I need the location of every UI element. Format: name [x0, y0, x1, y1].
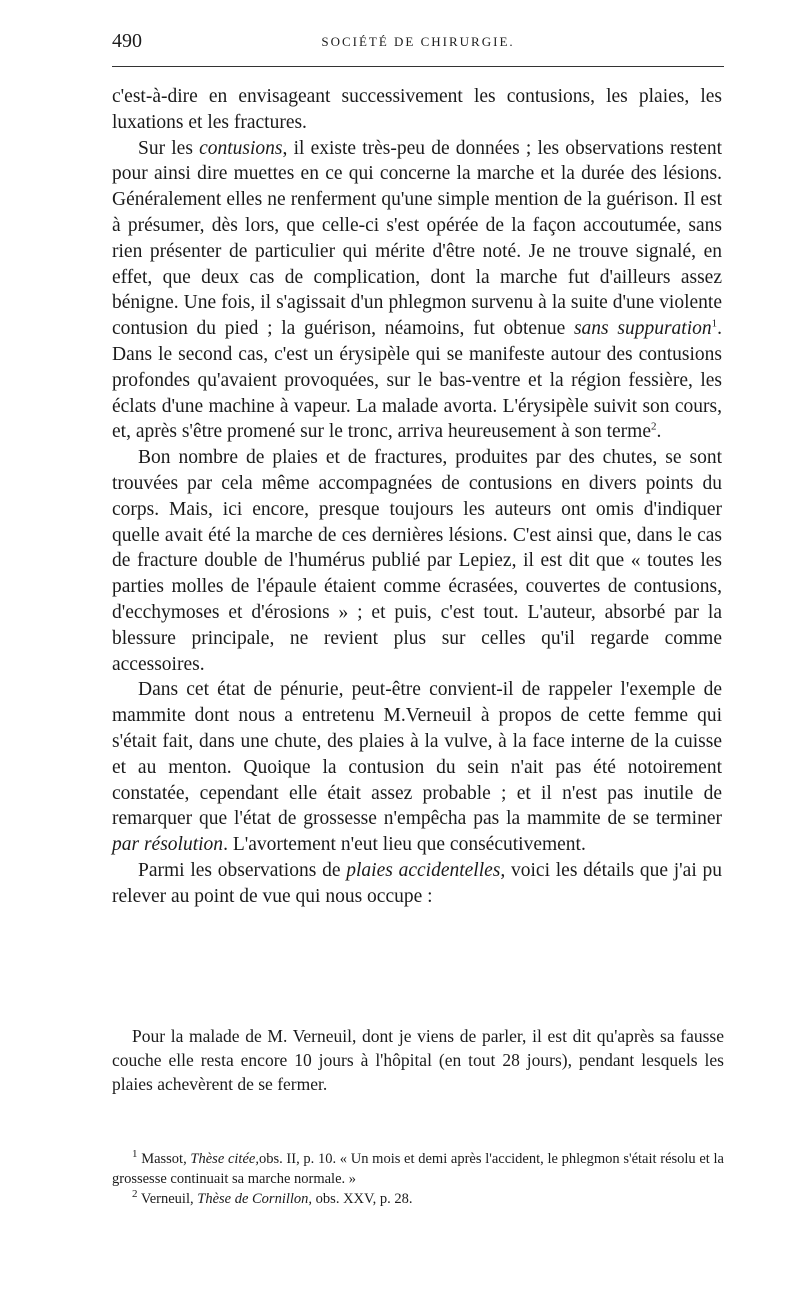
text-run: voici les détails que j'ai pu relever au point de vue qui nous occupe : — [112, 859, 722, 907]
body-text — [112, 84, 722, 910]
text-run: . L'avortement n'eut lieu que consécutivement. — [223, 834, 586, 856]
quoted-observation — [112, 1024, 724, 1096]
text-run: Parmi les observations de — [138, 859, 347, 881]
text-run: Verneuil, — [137, 1191, 198, 1207]
italic-run: par résolution — [112, 834, 224, 856]
italic-run: contusions — [199, 137, 283, 159]
footnote-1 — [112, 1149, 724, 1189]
footnote-mark: 1 — [132, 1148, 138, 1161]
italic-run: Thèse citée, — [190, 1151, 259, 1167]
footnote-2 — [112, 1189, 724, 1209]
text-run: Massot, — [137, 1151, 191, 1167]
footnotes — [112, 1149, 724, 1209]
text-run: , il existe très-peu de données ; les observations restent pour ainsi dire muettes en ce qui concerne la marche et la durée des lésions. Généralement elles ne renferment qu'une simple mention de la guérison. Il est à présumer, dès lors, que celle-ci s'est opérée de la façon accoutumée, sans rien présenter de particulier qui mérite d'être noté. Je ne trouve signalé, en effet, que deux cas de complication, dont la marche fut d'ailleurs assez bénigne. Une fois, il s'agissait d'un phlegmon survenu à la suite d'une violente contusion du pied ; la guérison, néamoins, fut obtenue — [112, 137, 722, 340]
paragraph-3: Bon nombre de plaies et de fractures, produites par des chutes, se sont trouvées par cela même accompagnées de contusions en divers points du corps. Mais, ici encore, presque toujours les auteurs ont omis d'indiquer quelle avait été la marche de ces dernières lésions. C'est ainsi que, dans le cas de fracture double de l'humérus publié par Lepiez, il est dit que « toutes les parties molles de l'épaule étaient comme écrasées, couvertes de contusions, d'ecchymoses et d'érosions » ; et puis, c'est tout. L'auteur, absorbé par la blessure principale, ne revient plus sur celles qu'il regarde comme accessoires. — [112, 447, 722, 675]
quote-paragraph: Pour la malade de M. Verneuil, dont je viens de parler, il est dit qu'après sa fausse couche elle resta encore 10 jours à l'hôpital (en tout 28 jours), pendant lesquels les plaies achevèrent de se fermer. — [112, 1026, 724, 1094]
text-run: obs. II, p. 10. « Un mois et demi après l'accident, le phlegmon s'était résolu et la grossesse continuait sa marche normale. » — [112, 1151, 724, 1187]
italic-run: plaies accidentelles, — [346, 859, 506, 881]
footnote-ref-1: 1 — [711, 317, 718, 330]
paragraph-5 — [112, 858, 722, 910]
italic-run: sans suppuration — [573, 318, 712, 340]
text-run: . — [656, 421, 662, 443]
text-run: obs. XXV, p. 28. — [312, 1191, 413, 1207]
text-run: . Dans le second cas, c'est un érysipèle qui se manifeste autour des contusions profondes qu'avaient provoquées, sur le bas-ventre et la région fessière, les éclats d'une machine à vapeur. La malade avorta. L'érysipèle suivit son cours, et, après s'être promené sur le tronc, arriva heureusement à son terme — [112, 318, 722, 443]
paragraph-1: c'est-à-dire en envisageant successivement les contusions, les plaies, les luxations et les fractures. — [112, 86, 722, 133]
running-title: SOCIÉTÉ DE CHIRURGIE. — [321, 34, 515, 49]
page-header — [112, 26, 724, 56]
page-number: 490 — [112, 30, 142, 52]
paragraph-4 — [112, 677, 722, 858]
italic-run: Thèse de Cornillon, — [197, 1191, 313, 1207]
header-rule — [112, 66, 724, 67]
footnote-ref-2: 2 — [651, 420, 657, 433]
text-run: Sur les — [138, 137, 200, 159]
text-run: Dans cet état de pénurie, peut-être convient-il de rappeler l'exemple de mammite dont nous a entretenu M.Verneuil à propos de cette femme qui s'était fait, dans une chute, des plaies à la vulve, à la face interne de la cuisse et au menton. Quoique la contusion du sein n'ait pas été notoirement constatée, cependant elle était assez probable ; et il n'est pas inutile de remarquer que l'état de grossesse n'empêcha pas la mammite de se terminer — [112, 679, 722, 830]
paragraph-2 — [112, 136, 722, 446]
footnote-mark: 2 — [132, 1188, 138, 1201]
